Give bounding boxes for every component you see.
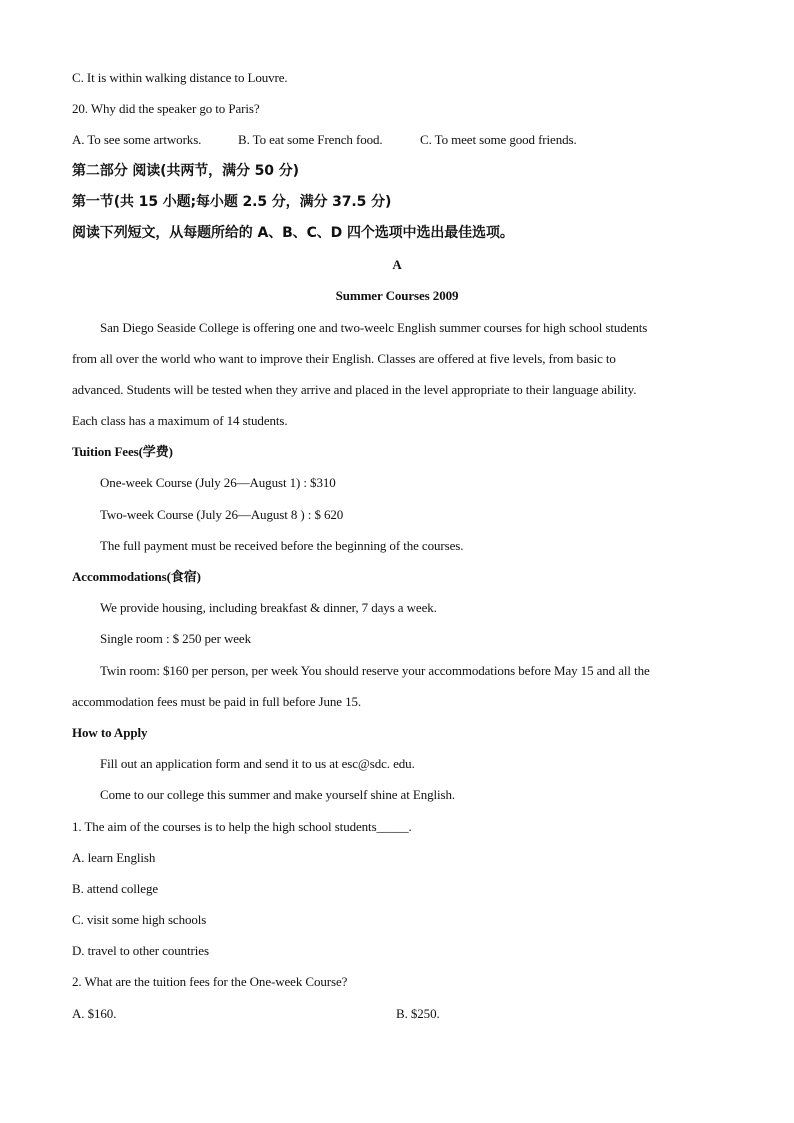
section1-header: 第一节(共 15 小题;每小题 2.5 分，满分 37.5 分) <box>72 193 392 210</box>
accommodations-single-room: Single room : $ 250 per week <box>100 631 252 647</box>
exam-page <box>72 62 722 1029</box>
q1-option-d: D. travel to other countries <box>72 943 209 959</box>
accommodations-fees-note: accommodation fees must be paid in full before June 15. <box>72 693 362 709</box>
apply-application-form: Fill out an application form and send it to us at esc@sdc. edu. <box>100 756 415 772</box>
q1-option-b: B. attend college <box>72 880 159 896</box>
tuition-two-week: Two-week Course (July 26—August 8 ) : $ 620 <box>100 506 344 522</box>
q1-option-c: C. visit some high schools <box>72 912 207 928</box>
q2-option-b: B. $250. <box>396 1005 440 1021</box>
tuition-one-week: One-week Course (July 26—August 1) : $310 <box>100 475 336 491</box>
q2-options <box>72 998 722 1029</box>
q20-options <box>72 124 722 155</box>
q2-option-a: A. $160. <box>72 1005 117 1021</box>
accommodations-heading: Accommodations(食宿) <box>72 569 201 584</box>
q1-question: 1. The aim of the courses is to help the high school students_____. <box>72 818 412 834</box>
passage-letter: A <box>392 257 402 273</box>
tuition-heading: Tuition Fees(学费) <box>72 444 173 460</box>
intro-line-1: San Diego Seaside College is offering one and two-weelc English summer courses for high school students <box>100 319 648 335</box>
intro-line-3: advanced. Students will be tested when they arrive and placed in the level appropriate to their language ability. <box>72 381 637 397</box>
passage-title: Summer Courses 2009 <box>335 288 459 304</box>
q20-option-b: B. To eat some French food. <box>238 132 383 148</box>
q19-option-c: C. It is within walking distance to Louvre. <box>72 70 288 85</box>
accommodations-twin-room: Twin room: $160 per person, per week You should reserve your accommodations before May 15 and all the <box>100 662 650 678</box>
q1-option-a: A. learn English <box>72 849 156 865</box>
intro-line-2: from all over the world who want to improve their English. Classes are offered at five levels, from basic to <box>72 350 616 366</box>
q20-option-c: C. To meet some good friends. <box>420 132 577 148</box>
apply-invitation: Come to our college this summer and make yourself shine at English. <box>100 787 456 803</box>
q2-question: 2. What are the tuition fees for the One-week Course? <box>72 974 348 990</box>
part2-header: 第二部分 阅读(共两节，满分 50 分) <box>72 162 299 179</box>
q20-question: 20. Why did the speaker go to Paris? <box>72 101 260 117</box>
reading-instruction: 阅读下列短文，从每题所给的 A、B、C、D 四个选项中选出最佳选项。 <box>72 224 514 241</box>
accommodations-housing: We provide housing, including breakfast & dinner, 7 days a week. <box>100 600 437 616</box>
tuition-payment-note: The full payment must be received before the beginning of the courses. <box>100 537 464 553</box>
apply-heading: How to Apply <box>72 724 148 740</box>
q20-option-a: A. To see some artworks. <box>72 132 202 148</box>
intro-line-4: Each class has a maximum of 14 students. <box>72 413 288 429</box>
